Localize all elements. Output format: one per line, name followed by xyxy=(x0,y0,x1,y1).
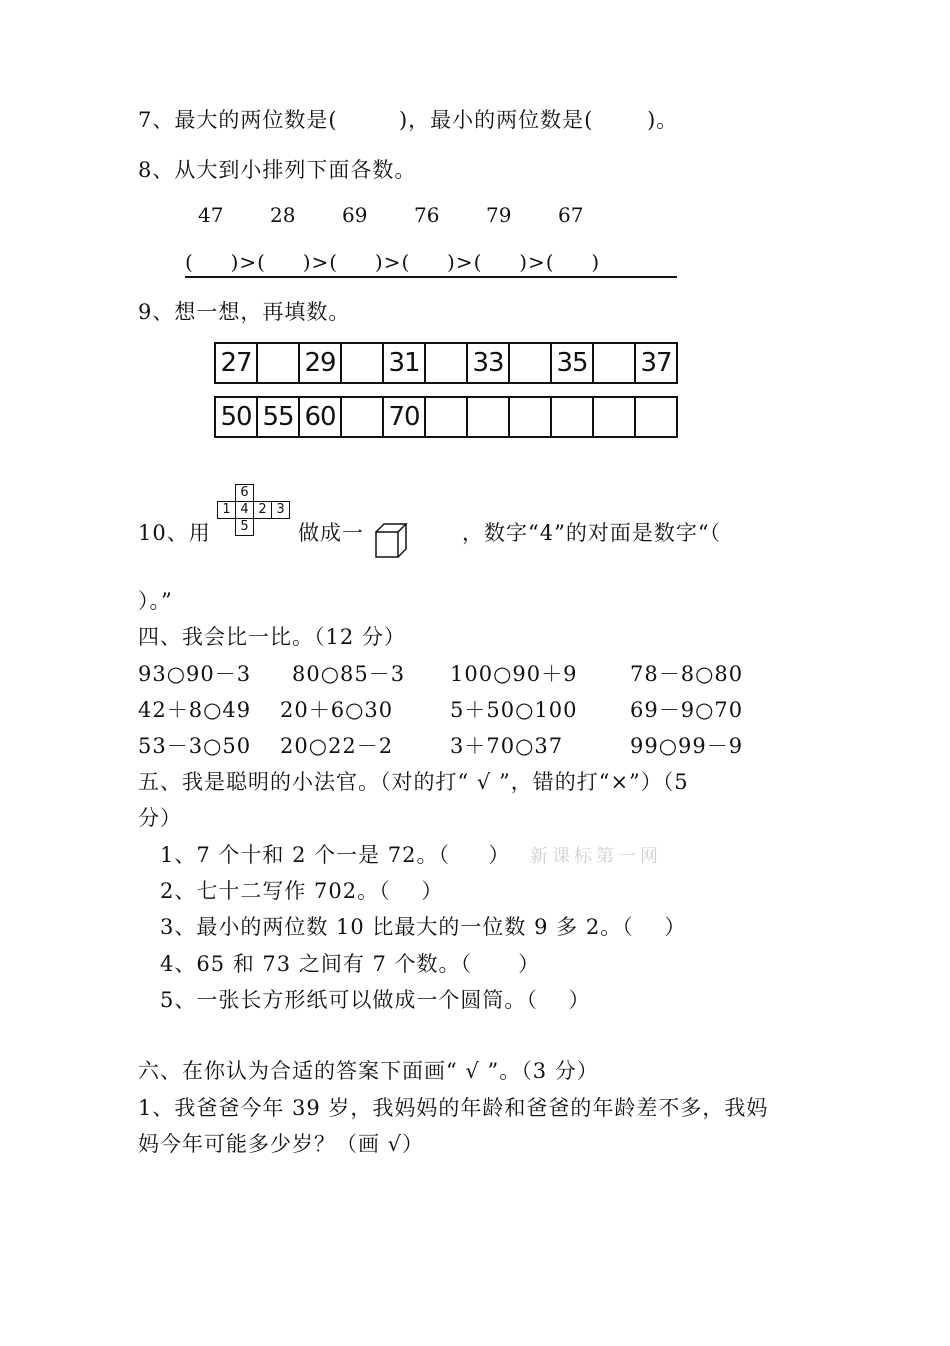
grid-cell-blank xyxy=(510,398,552,436)
judge-item: 3、最小的两位数 10 比最大的一位数 9 多 2。（ ） xyxy=(160,915,687,939)
section-6-question-1-cont: 妈今年可能多少岁？（画 √） xyxy=(138,1132,425,1156)
net-face: 2 xyxy=(253,501,272,519)
question-7: 7、最大的两位数是( )，最小的两位数是( )。 xyxy=(138,108,679,132)
question-8: 8、从大到小排列下面各数。 xyxy=(138,158,417,182)
judge-item: 4、65 和 73 之间有 7 个数。（ ） xyxy=(160,952,541,976)
compare-item: 3＋70○37 xyxy=(450,734,564,758)
judge-item: 5、一张长方形纸可以做成一个圆筒。（ ） xyxy=(160,988,591,1012)
compare-item: 20＋6○30 xyxy=(280,698,394,722)
number-item: 76 xyxy=(414,203,440,227)
number-item: 47 xyxy=(198,203,224,227)
question-10-end: ）。” xyxy=(138,589,173,613)
compare-item: 5＋50○100 xyxy=(450,698,578,722)
grid-cell: 37 xyxy=(640,348,672,378)
grid-cell-blank xyxy=(636,398,676,436)
number-item: 79 xyxy=(486,203,512,227)
net-face: 6 xyxy=(235,484,254,502)
grid-cell-blank xyxy=(594,344,636,382)
section-5-title: 五、我是聪明的小法官。（对的打“ √ ”，错的打“×”）（5 xyxy=(138,770,689,794)
section-6-question-1: 1、我爸爸今年 39 岁，我妈妈的年龄和爸爸的年龄差不多，我妈 xyxy=(138,1096,769,1120)
grid-cell: 70 xyxy=(384,398,426,436)
compare-item: 93○90－3 xyxy=(138,662,252,686)
compare-item: 69－9○70 xyxy=(630,698,744,722)
number-item: 67 xyxy=(558,203,584,227)
grid-cell-blank xyxy=(468,398,510,436)
grid-cell-blank xyxy=(342,344,384,382)
grid-cell: 55 xyxy=(258,398,300,436)
net-face: 5 xyxy=(235,518,254,536)
grid-cell: 33 xyxy=(468,344,510,382)
compare-item: 99○99－9 xyxy=(630,734,744,758)
judge-item: 2、七十二写作 702。（ ） xyxy=(160,879,444,903)
grid-cell-blank xyxy=(258,344,300,382)
number-item: 28 xyxy=(270,203,296,227)
compare-item: 53－3○50 xyxy=(138,734,252,758)
grid-cell-blank xyxy=(552,398,594,436)
compare-item: 80○85－3 xyxy=(292,662,406,686)
grid-cell-blank xyxy=(510,344,552,382)
grid-cell: 50 xyxy=(216,398,258,436)
judge-item: 1、7 个十和 2 个一是 72。（ ） xyxy=(160,843,511,867)
section-4-title: 四、我会比一比。（12 分） xyxy=(138,625,406,649)
net-face: 1 xyxy=(217,501,236,519)
number-grid-row-1 xyxy=(214,342,678,384)
question-10-suffix: ，数字“4”的对面是数字“（ xyxy=(462,521,722,545)
section-5-title-cont: 分） xyxy=(138,806,182,830)
compare-item: 20○22－2 xyxy=(280,734,394,758)
watermark: 新课标第一网 xyxy=(530,846,662,867)
net-face: 4 xyxy=(235,501,254,519)
compare-item: 78－8○80 xyxy=(630,662,744,686)
cube-icon xyxy=(374,522,408,560)
compare-item: 42＋8○49 xyxy=(138,698,252,722)
grid-cell-blank xyxy=(426,398,468,436)
grid-cell: 31 xyxy=(384,344,426,382)
net-face: 3 xyxy=(271,501,290,519)
grid-cell: 29 xyxy=(300,344,342,382)
ordering-blanks: ( )>( )>( )>( )>( )>( ) xyxy=(185,248,677,278)
grid-cell-blank xyxy=(594,398,636,436)
question-10-prefix: 10、用 xyxy=(138,521,211,545)
number-grid-row-2 xyxy=(214,396,678,438)
grid-cell: 35 xyxy=(552,344,594,382)
grid-cell-blank xyxy=(342,398,384,436)
grid-cell: 27 xyxy=(216,344,258,382)
grid-cell: 60 xyxy=(300,398,342,436)
compare-item: 100○90＋9 xyxy=(450,662,578,686)
question-9: 9、想一想，再填数。 xyxy=(138,300,351,324)
section-6-title: 六、在你认为合适的答案下面画“ √ ”。（3 分） xyxy=(138,1059,599,1083)
number-item: 69 xyxy=(342,203,368,227)
question-10-middle: 做成一 xyxy=(298,521,364,545)
grid-cell-blank xyxy=(426,344,468,382)
